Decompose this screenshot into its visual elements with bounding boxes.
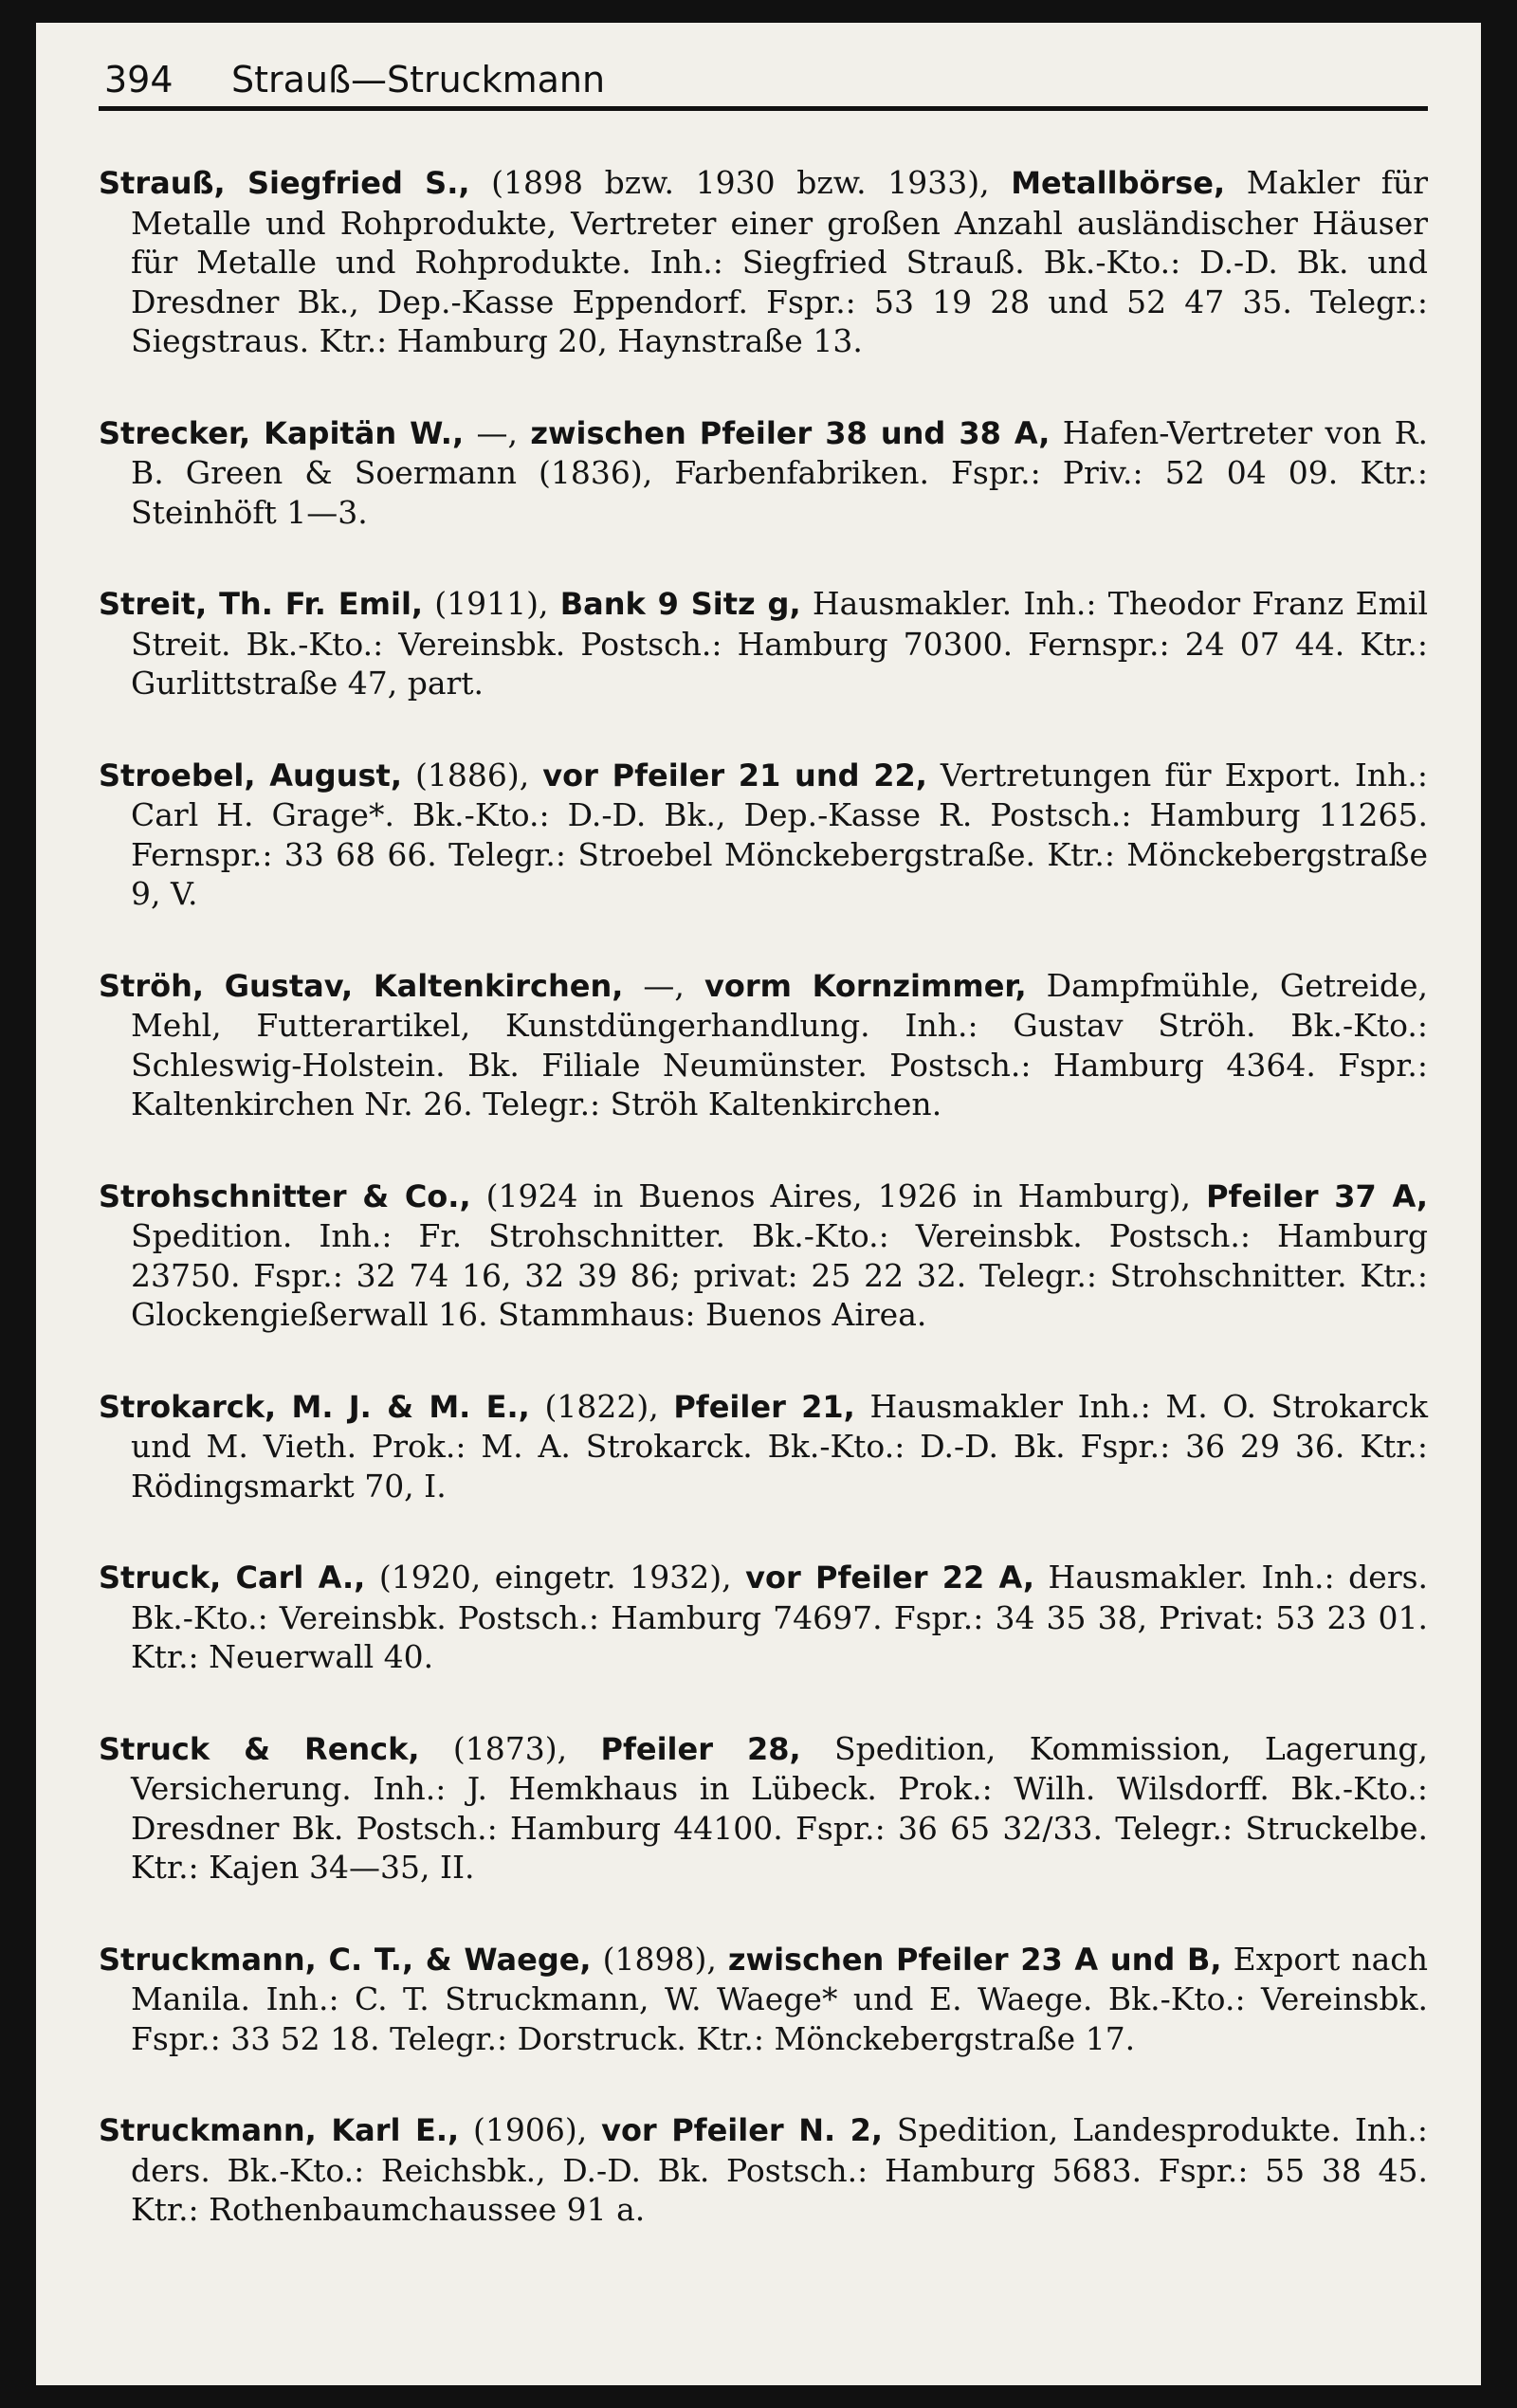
entry-name: Struckmann, C. T., & Waege, (99, 1941, 592, 1978)
entry-location: vorm Kornzimmer, (704, 967, 1027, 1004)
entry-details: Dampfmühle, Getreide, Mehl, Futterartikel, Kunstdüngerhandlung. Inh.: Gustav Ströh. Bk.-Kto.: Schleswig-Holstein. Bk. Filiale Neumünster. Postsch.: Hamburg 4364. Fspr.: Kaltenkirchen Nr. 26. Telegr.: Ströh Kaltenkirchen. (131, 966, 1429, 1122)
entry-name: Struckmann, Karl E., (99, 2112, 460, 2148)
directory-entry (99, 413, 1428, 533)
entry-location: zwischen Pfeiler 38 und 38 A, (530, 414, 1051, 451)
directory-entry (99, 1729, 1428, 1888)
entry-founding: (1911), (423, 585, 560, 622)
entry-name: Stroebel, August, (99, 757, 402, 794)
directory-entry (99, 1940, 1428, 2059)
entry-founding: (1886), (401, 756, 543, 794)
entry-name: Struck, Carl A., (99, 1560, 366, 1596)
entry-founding: (1906), (459, 2111, 602, 2148)
entry-details: Hausmakler Inh.: M. O. Strokarck und M. Vieth. Prok.: M. A. Strokarck. Bk.-Kto.: D.-D. Bk. Fspr.: 36 29 36. Ktr.: Rödingsmarkt 70, I. (131, 1387, 1429, 1505)
entry-founding: (1898), (591, 1940, 728, 1978)
entry-founding: (1898 bzw. 1930 bzw. 1933), (469, 164, 1012, 201)
entry-location: Pfeiler 28, (600, 1730, 801, 1767)
entry-name: Strauß, Siegfried S., (99, 165, 470, 201)
entry-list (99, 163, 1428, 2282)
directory-entry (99, 1387, 1428, 1506)
entry-details: Hausmakler. Inh.: Theodor Franz Emil Streit. Bk.-Kto.: Vereinsbk. Postsch.: Hamburg 70300. Fernspr.: 24 07 44. Ktr.: Gurlittstraße 47, part. (131, 585, 1429, 702)
entry-location: Pfeiler 21, (673, 1388, 855, 1425)
page-header (99, 51, 1426, 108)
entry-location: Pfeiler 37 A, (1206, 1177, 1429, 1214)
directory-entry (99, 966, 1428, 1124)
page-title: Strauß—Struckmann (231, 59, 606, 100)
directory-entry (99, 584, 1428, 703)
entry-details: Hausmakler. Inh.: ders. Bk.-Kto.: Vereinsbk. Postsch.: Hamburg 74697. Fspr.: 34 35 38, Privat: 53 23 01. Ktr.: Neuerwall 40. (131, 1559, 1429, 1675)
directory-entry (99, 163, 1428, 361)
entry-founding: —, (464, 413, 531, 451)
entry-founding: —, (623, 966, 704, 1004)
entry-name: Ströh, Gustav, Kaltenkirchen, (99, 967, 624, 1004)
entry-details: Export nach Manila. Inh.: C. T. Struckmann, W. Waege* und E. Waege. Bk.-Kto.: Vereinsbk. Fspr.: 33 52 18. Telegr.: Dorstruck. Ktr.: Mönckebergstraße 17. (131, 1940, 1429, 2057)
directory-page (36, 23, 1481, 2385)
directory-entry (99, 1558, 1428, 1677)
entry-founding: (1873), (419, 1729, 601, 1767)
directory-entry (99, 1177, 1428, 1335)
entry-details: Hafen-Vertreter von R. B. Green & Soermann (1836), Farbenfabriken. Fspr.: Priv.: 52 04 09. Ktr.: Steinhöft 1—3. (131, 413, 1429, 531)
entry-location: vor Pfeiler 22 A, (745, 1560, 1034, 1596)
entry-name: Streit, Th. Fr. Emil, (99, 586, 424, 622)
entry-founding: (1924 in Buenos Aires, 1926 in Hamburg), (470, 1177, 1207, 1214)
entry-name: Strohschnitter & Co., (99, 1177, 471, 1214)
entry-name: Struck & Renck, (99, 1730, 420, 1767)
entry-details: Spedition. Inh.: Fr. Strohschnitter. Bk.-Kto.: Vereinsbk. Postsch.: Hamburg 23750. Fspr.: 32 74 16, 32 39 86; privat: 25 22 32. Telegr.: Strohschnitter. Ktr.: Glockengießerwall 16. Stammhaus: Buenos Airea. (131, 1217, 1428, 1333)
entry-location: vor Pfeiler 21 und 22, (542, 757, 927, 794)
entry-details: Spedition, Kommission, Lagerung, Versicherung. Inh.: J. Hemkhaus in Lübeck. Prok.: Wilh. Wilsdorff. Bk.-Kto.: Dresdner Bk. Postsch.: Hamburg 44100. Fspr.: 36 65 32/33. Telegr.: Struckelbe. Ktr.: Kajen 34—35, II. (131, 1729, 1429, 1886)
entry-details: Spedition, Landesprodukte. Inh.: ders. Bk.-Kto.: Reichsbk., D.-D. Bk. Postsch.: Hamburg 5683. Fspr.: 55 38 45. Ktr.: Rothenbaumchaussee 91 a. (131, 2111, 1429, 2228)
entry-location: zwischen Pfeiler 23 A und B, (727, 1941, 1222, 1978)
entry-location: Metallbörse, (1011, 165, 1226, 201)
entry-details: Vertretungen für Export. Inh.: Carl H. Grage*. Bk.-Kto.: D.-D. Bk., Dep.-Kasse R. Postsch.: Hamburg 11265. Fernspr.: 33 68 66. Telegr.: Stroebel Mönckebergstraße. Ktr.: Mönckebergstraße 9, V. (131, 756, 1429, 912)
directory-entry (99, 2110, 1428, 2230)
page-number: 394 (104, 59, 174, 100)
entry-name: Strokarck, M. J. & M. E., (99, 1388, 530, 1425)
entry-details: Makler für Metalle und Rohprodukte, Vertreter einer großen Anzahl ausländischer Häuser für Metalle und Rohprodukte. Inh.: Siegfried Strauß. Bk.-Kto.: D.-D. Bk. und Dresdner Bk., Dep.-Kasse Eppendorf. Fspr.: 53 19 28 und 52 47 35. Telegr.: Siegstraus. Ktr.: Hamburg 20, Haynstraße 13. (131, 164, 1428, 359)
entry-founding: (1822), (529, 1387, 674, 1425)
header-rule (99, 106, 1428, 111)
entry-location: Bank 9 Sitz g, (559, 586, 801, 622)
entry-founding: (1920, eingetr. 1932), (365, 1559, 746, 1596)
entry-location: vor Pfeiler N. 2, (601, 2112, 884, 2148)
entry-name: Strecker, Kapitän W., (99, 414, 465, 451)
directory-entry (99, 756, 1428, 914)
